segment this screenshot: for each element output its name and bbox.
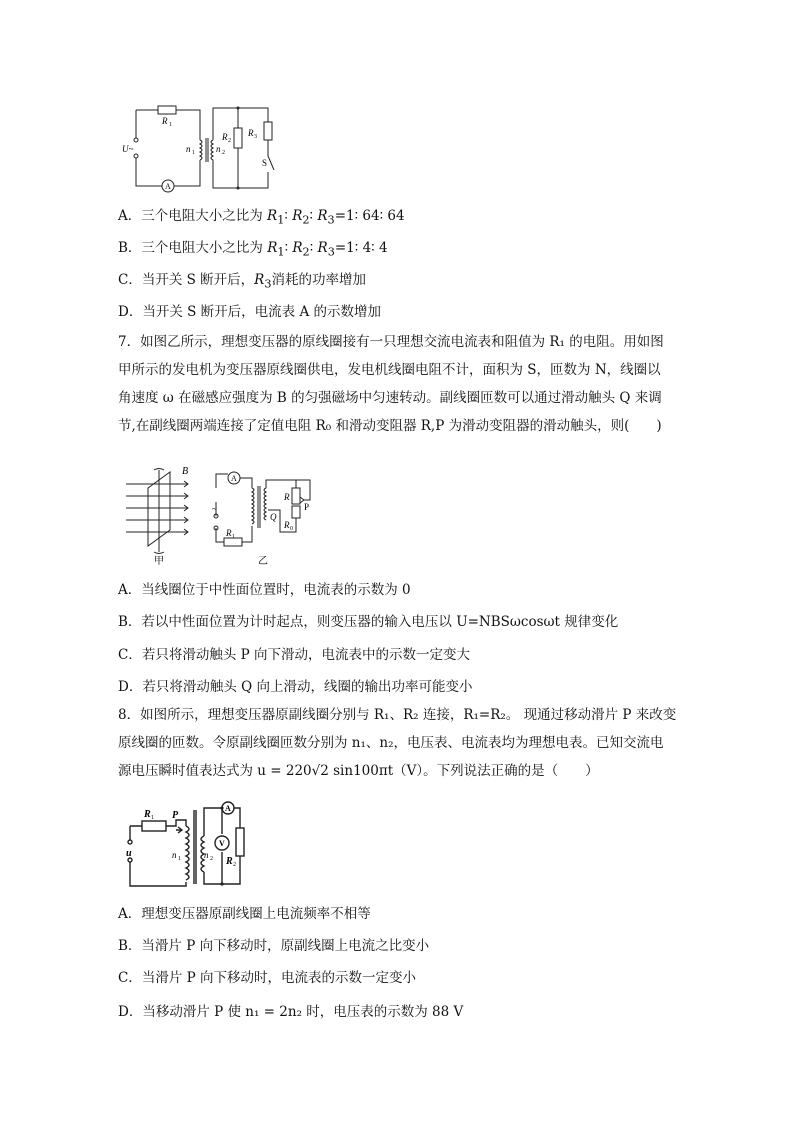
q7-option-d: D．若只将滑动触头 Q 向上滑动，线圈的输出功率可能变小 [118,679,473,695]
q8-stem-line: 源电压瞬时值表达式为 u = 220√2 sin100πt（V）。下列说法正确的是（ ） [118,763,599,779]
q6-circuit-diagram [118,98,288,194]
q7-r-label: R [284,492,290,502]
q6-circuit-figure [118,98,288,194]
q8-n2-label: n [204,850,209,860]
svg-text:0: 0 [290,526,293,532]
q7-ammeter-label: A [231,474,237,483]
q7-stem-line: 甲所示的发电机为变压器原线圈供电，发电机线圈电阻不计，面积为 S，匝数为 N，线圈以 [118,362,661,378]
q7-stem-line: 7．如图乙所示，理想变压器的原线圈接有一只理想交流电流表和阻值为 R₁ 的电阻。用如图 [118,334,664,350]
q6-switch-label: S [262,158,268,168]
q8-stem-line: 8．如图所示，理想变压器原副线圈分别与 R₁、R₂ 连接，R₁=R₂。 现通过移动滑片 P 来改变 [118,707,677,723]
q8-stem-line: 原线圈的匝数。令原副线圈匝数分别为 n₁、n₂，电压表、电流表均为理想电表。已知交流电 [118,735,664,751]
q7-generator-transformer-diagram [120,466,340,566]
svg-text:1: 1 [192,150,195,156]
q7-r1-label: R [226,528,232,538]
q6-option-c: C．当开关 S 断开后，$R_3$消耗的功率增加 [118,272,367,291]
svg-text:2: 2 [210,856,213,862]
q6-r3-label: R [248,128,254,138]
q7-q-label: Q [270,512,277,522]
q7-stem [118,328,678,440]
q8-option-a: A．理想变压器原副线圈上电流频率不相等 [118,906,371,922]
q7-figures [120,466,340,566]
q6-option-d: D．当开关 S 断开后，电流表 A 的示数增加 [118,304,381,320]
q7-p-label: P [304,502,310,512]
svg-text:1: 1 [232,534,235,540]
q6-n1-label: n [186,144,191,154]
q6-option-b: B．三个电阻大小之比为 $R_1∶$ $R_2∶$ $R_3=1∶$ 4∶ 4 [118,240,388,259]
q7-stem-line: 角速度 ω 在磁感应强度为 B 的匀强磁场中匀速转动。副线圈匝数可以通过滑动触头 Q 来调 [118,390,662,406]
q7-option-a: A．当线圈位于中性面位置时，电流表的示数为 0 [118,582,411,598]
svg-text:3: 3 [254,134,257,140]
q8-circuit-diagram [120,796,260,892]
q8-u-label: u [126,848,132,859]
q8-circuit-figure [120,796,260,892]
svg-text:2: 2 [233,862,236,868]
q7-b-label: B [182,466,189,477]
q8-n1-label: n [172,850,177,860]
q7-r0-label: R [284,520,290,530]
q7-stem-line: 节,在副线圈两端连接了定值电阻 R₀ 和滑动变阻器 R,P 为滑动变阻器的滑动触头，则( ) [118,418,662,434]
q8-stem [118,701,678,785]
q6-r1-label: R [162,116,168,126]
q8-r1-label: R [144,809,151,820]
q8-r2-label: R [226,856,233,867]
q6-ammeter-label: A [165,182,171,191]
q8-option-d: D．当移动滑片 P 使 n₁ = 2n₂ 时，电压表的示数为 88 V [118,1004,464,1020]
q7-jia-caption: 甲 [154,556,164,566]
q6-n2-label: n [216,144,221,154]
q8-p-label: P [172,810,179,821]
q7-option-b: B．若以中性面位置为计时起点，则变压器的输入电压以 U=NBSωcosωt 规律变化 [118,614,619,630]
q6-r2-label: R [222,132,228,142]
q7-option-c: C．若只将滑动触头 P 向下滑动，电流表中的示数一定变大 [118,647,470,663]
q7-source-label: ~ [212,504,217,514]
q6-option-a: A．三个电阻大小之比为 $R_1∶$ $R_2∶$ $R_3=1∶$ 64∶ 64 [118,208,405,227]
q8-ammeter-label: A [225,804,231,813]
svg-text:2: 2 [222,150,225,156]
svg-text:1: 1 [178,856,181,862]
svg-text:1: 1 [151,815,154,821]
q6-u-label: U~ [122,144,134,154]
q8-option-c: C．当滑片 P 向下移动时，电流表的示数一定变小 [118,970,416,986]
svg-text:1: 1 [169,122,172,128]
svg-text:2: 2 [228,138,231,144]
q7-yi-caption: 乙 [258,556,268,566]
q8-option-b: B．当滑片 P 向下移动时，原副线圈上电流之比变小 [118,938,430,954]
q8-voltmeter-label: V [219,839,225,848]
